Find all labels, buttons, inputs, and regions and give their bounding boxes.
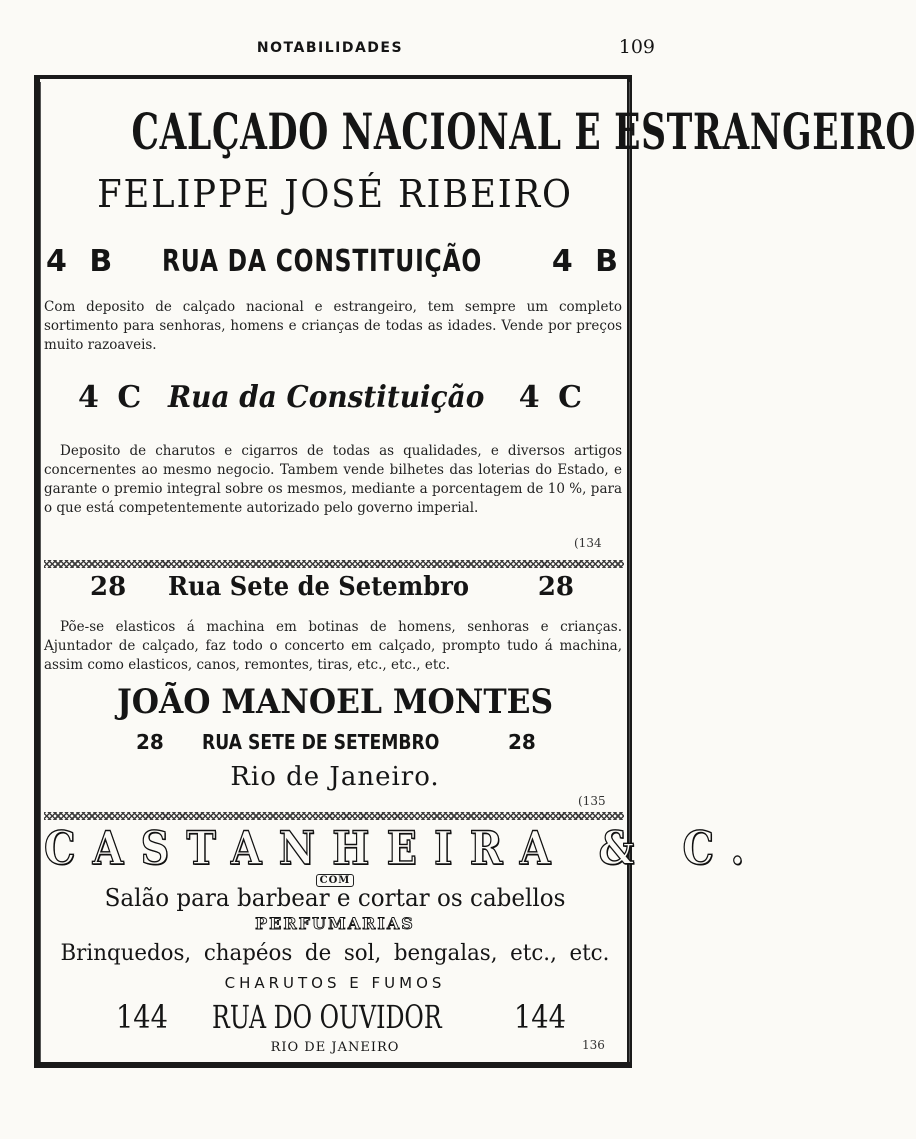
ad1-address-number-left: 4 B xyxy=(46,244,119,279)
ad1-headline: CALÇADO NACIONAL E ESTRANGEIRO xyxy=(131,102,916,161)
ad3-number-left: 144 xyxy=(116,998,168,1036)
ad3-line1-row xyxy=(40,882,630,914)
ad2-name-row xyxy=(40,680,630,724)
ad1-address-row xyxy=(40,244,630,288)
ad3-ref: 136 xyxy=(582,1038,605,1052)
ad2-address2-row xyxy=(40,730,630,760)
ad3-line1: Salão para barbear e cortar os cabellos xyxy=(104,884,566,912)
ad3-city-row xyxy=(40,1036,630,1055)
running-head xyxy=(0,36,725,62)
ad1-address2-number-right: 4 C xyxy=(518,380,586,415)
ad2-name: JOÃO MANOEL MONTES xyxy=(116,682,554,722)
ad3-com: COM xyxy=(316,874,355,887)
ad1-ref: (134 xyxy=(574,536,602,550)
ad1-body: Com deposito de calçado nacional e estrangeiro, tem sempre um completo sortimento para senhoras, homens e crianças de todas as idades. Vende por preços muito razoaveis. xyxy=(44,299,622,353)
divider-2 xyxy=(44,812,624,820)
ad2-address-row xyxy=(40,572,630,612)
ad2-addr-number-left: 28 xyxy=(136,730,164,754)
ad1-address-number-right: 4 B xyxy=(551,244,624,279)
ad3-perfumarias: PERFUMARIAS xyxy=(255,914,415,933)
ad3-city: RIO DE JANEIRO xyxy=(270,1040,400,1055)
ad3-number-right: 144 xyxy=(514,998,566,1036)
ad2-addr-street: RUA SETE DE SETEMBRO xyxy=(202,730,440,754)
ad3-line3: CHARUTOS E FUMOS xyxy=(224,974,446,992)
ad2-number-right: 28 xyxy=(537,572,574,602)
ad1-address-street: RUA DA CONSTITUIÇÃO xyxy=(162,244,483,279)
ad1-address2-row xyxy=(40,378,630,424)
running-title: NOTABILIDADES xyxy=(256,40,404,56)
ad2-city-row xyxy=(40,760,630,794)
ad3-street: RUA DO OUVIDOR xyxy=(212,998,442,1036)
ad3-perfumarias-row xyxy=(40,914,630,933)
page-number: 109 xyxy=(618,36,655,58)
ad3-title: CASTANHEIRA & C. xyxy=(44,821,762,875)
ad1-address2-number-left: 4 C xyxy=(78,380,146,415)
divider-1 xyxy=(44,560,624,568)
ad1-name: FELIPPE JOSÉ RIBEIRO xyxy=(97,172,573,216)
ad2-body: Põe-se elasticos á machina em botinas de homens, senhoras e crianças. Ajuntador de calçado, faz todo o concerto em calçado, prompto tudo á machina, assim como elasticos, canos, remontes, tiras, etc., etc., etc. xyxy=(44,619,622,673)
ad1-name-row xyxy=(40,170,630,218)
ad1-body2: Deposito de charutos e cigarros de todas as qualidades, e diversos artigos concernentes ao mesmo negocio. Tambem vende bilhetes das loterias do Estado, e garante o premio integral sobre os mesmos, mediante a porcentagem de 10 %, para o que está competentemente autorizado pelo governo imperial. xyxy=(44,443,622,516)
ad2-city: Rio de Janeiro. xyxy=(230,762,440,792)
ad3-line2-row xyxy=(40,938,630,970)
ad3-line2: Brinquedos, chapéos de sol, bengalas, etc., etc. xyxy=(60,941,610,966)
ad1-headline-row xyxy=(40,92,916,172)
ad3-line3-row xyxy=(40,972,630,994)
ad2-addr-number-right: 28 xyxy=(508,730,536,754)
ad1-address2-street: Rua da Constituição xyxy=(168,380,485,415)
ad2-number-left: 28 xyxy=(90,572,127,602)
ad2-street: Rua Sete de Setembro xyxy=(168,572,470,602)
ad2-ref: (135 xyxy=(578,794,606,808)
